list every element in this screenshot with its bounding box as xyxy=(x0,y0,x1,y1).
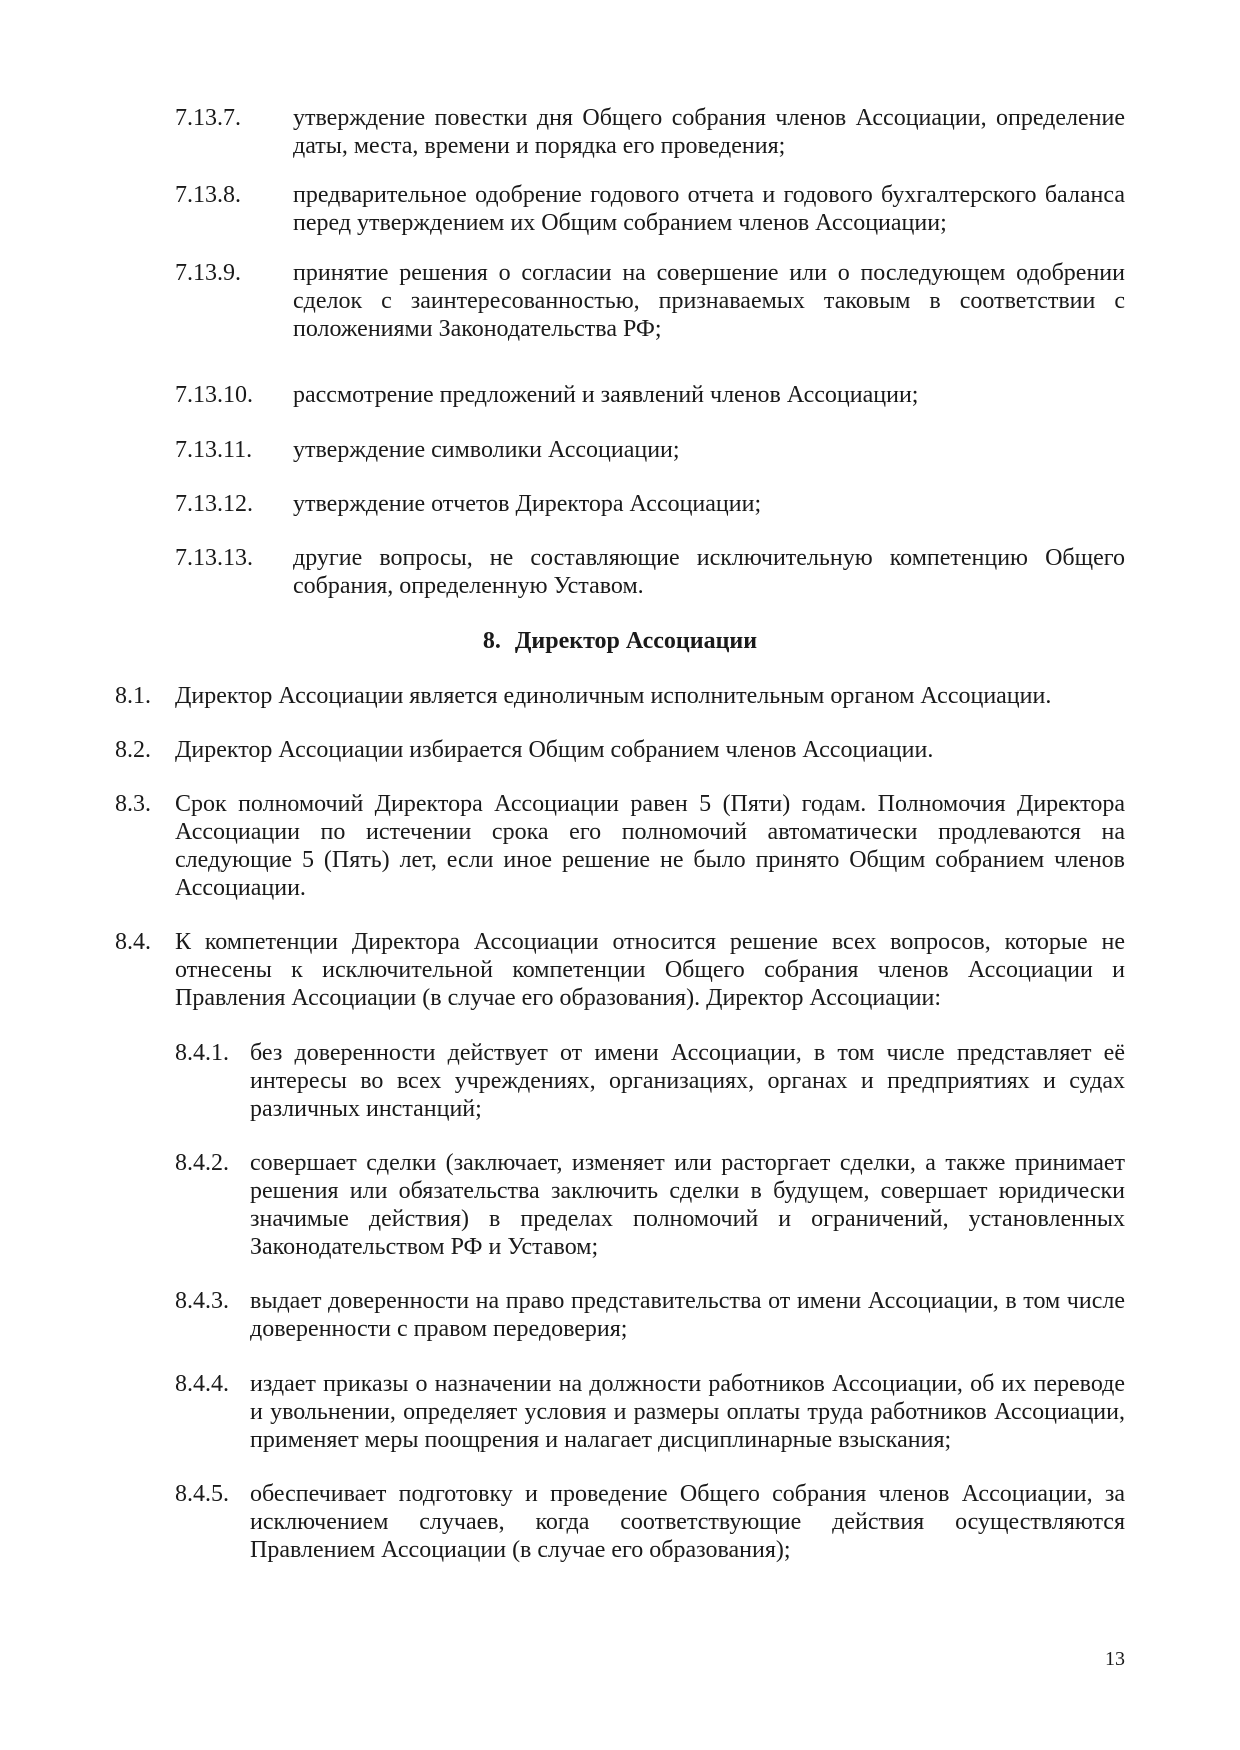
item-text: утверждение символики Ассоциации; xyxy=(293,437,680,463)
item-number: 7.13.7. xyxy=(175,105,241,131)
item-text: утверждение повестки дня Общего собрания членов Ассоциации, определение даты, места, времени и порядка его проведения; xyxy=(293,105,1125,159)
item-text: выдает доверенности на право представительства от имени Ассоциации, в том числе доверенности с правом передоверия; xyxy=(250,1288,1125,1342)
item-number: 8.4.1. xyxy=(175,1040,229,1066)
item-number: 7.13.8. xyxy=(175,182,241,208)
item-number: 7.13.11. xyxy=(175,437,253,463)
item-text: без доверенности действует от имени Ассоциации, в том числе представляет её интересы во всех учреждениях, организациях, органах и предприятиях и судах различных инстанций; xyxy=(250,1040,1125,1122)
section-title: Директор Ассоциации xyxy=(514,628,758,654)
item-number: 7.13.10. xyxy=(175,382,253,408)
item-number: 8.4.2. xyxy=(175,1150,229,1176)
item-text: Директор Ассоциации является единоличным исполнительным органом Ассоциации. xyxy=(175,683,1052,709)
item-number: 8.1. xyxy=(115,683,151,709)
page-number: 13 xyxy=(1105,1648,1125,1670)
section-number: 8. xyxy=(482,628,501,654)
item-text: предварительное одобрение годового отчета и годового бухгалтерского баланса перед утверждением их Общим собранием членов Ассоциации; xyxy=(293,182,1125,236)
item-text: другие вопросы, не составляющие исключительную компетенцию Общего собрания, определенную Уставом. xyxy=(293,545,1125,599)
item-text: совершает сделки (заключает, изменяет или расторгает сделки, а также принимает решения или обязательства заключить сделки в будущем, совершает юридически значимые действия) в пределах полномочий и ограничений, установленных Законодательством РФ и Уставом; xyxy=(250,1150,1125,1260)
item-number: 7.13.13. xyxy=(175,545,253,571)
section-heading xyxy=(0,627,1240,655)
item-text: принятие решения о согласии на совершение или о последующем одобрении сделок с заинтересованностью, признаваемых таковым в соответствии с положениями Законодательства РФ; xyxy=(293,260,1125,342)
item-text: утверждение отчетов Директора Ассоциации; xyxy=(293,491,762,517)
item-number: 8.4.3. xyxy=(175,1288,229,1314)
item-text: рассмотрение предложений и заявлений членов Ассоциации; xyxy=(293,382,919,408)
item-number: 8.3. xyxy=(115,791,151,817)
item-number: 7.13.12. xyxy=(175,491,253,517)
item-text: К компетенции Директора Ассоциации относится решение всех вопросов, которые не отнесены к исключительной компетенции Общего собрания членов Ассоциации и Правления Ассоциации (в случае его образования). Директор Ассоциации: xyxy=(175,929,1125,1011)
item-text: Директор Ассоциации избирается Общим собранием членов Ассоциации. xyxy=(175,737,934,763)
item-number: 8.4.4. xyxy=(175,1371,229,1397)
item-text: обеспечивает подготовку и проведение Общего собрания членов Ассоциации, за исключением случаев, когда соответствующие действия осуществляются Правлением Ассоциации (в случае его образования); xyxy=(250,1481,1125,1563)
item-text: издает приказы о назначении на должности работников Ассоциации, об их переводе и увольнении, определяет условия и размеры оплаты труда работников Ассоциации, применяет меры поощрения и налагает дисциплинарные взыскания; xyxy=(250,1371,1125,1453)
item-number: 8.4. xyxy=(115,929,151,955)
item-number: 8.4.5. xyxy=(175,1481,229,1507)
item-number: 7.13.9. xyxy=(175,260,241,286)
item-number: 8.2. xyxy=(115,737,151,763)
item-text: Срок полномочий Директора Ассоциации равен 5 (Пяти) годам. Полномочия Директора Ассоциации по истечении срока его полномочий автоматически продлеваются на следующие 5 (Пять) лет, если иное решение не было принято Общим собранием членов Ассоциации. xyxy=(175,791,1125,901)
